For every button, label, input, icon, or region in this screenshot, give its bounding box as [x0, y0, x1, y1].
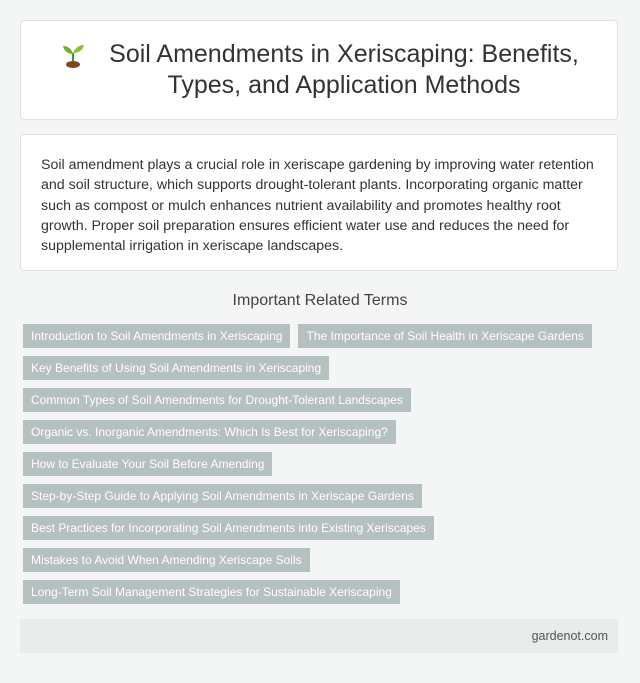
- related-term-tag[interactable]: Key Benefits of Using Soil Amendments in Xeriscaping: [23, 356, 329, 380]
- related-term-tag[interactable]: Best Practices for Incorporating Soil Amendments into Existing Xeriscapes: [23, 516, 434, 540]
- intro-card: [20, 134, 618, 271]
- footer-site-name: gardenot.com: [531, 629, 608, 643]
- title-wrap: [59, 39, 579, 101]
- related-term-tag[interactable]: Introduction to Soil Amendments in Xeriscaping: [23, 324, 290, 348]
- related-term-tag[interactable]: Organic vs. Inorganic Amendments: Which Is Best for Xeriscaping?: [23, 420, 396, 444]
- related-terms-heading: Important Related Terms: [232, 292, 408, 309]
- title-card: [20, 20, 618, 120]
- related-term-tag[interactable]: The Importance of Soil Health in Xeriscape Gardens: [298, 324, 591, 348]
- related-term-tag[interactable]: Long-Term Soil Management Strategies for Sustainable Xeriscaping: [23, 580, 400, 604]
- related-term-tag[interactable]: Step-by-Step Guide to Applying Soil Amendments in Xeriscape Gardens: [23, 484, 422, 508]
- related-term-tag[interactable]: Mistakes to Avoid When Amending Xeriscape Soils: [23, 548, 310, 572]
- related-term-tag[interactable]: How to Evaluate Your Soil Before Amending: [23, 452, 272, 476]
- page-title: Soil Amendments in Xeriscaping: Benefits, Types, and Application Methods: [109, 40, 579, 99]
- sprout-icon: [59, 41, 87, 69]
- related-terms-list: [23, 324, 617, 604]
- related-term-tag[interactable]: Common Types of Soil Amendments for Drought-Tolerant Landscapes: [23, 388, 411, 412]
- intro-paragraph: Soil amendment plays a crucial role in xeriscape gardening by improving water retention and soil structure, which supports drought-tolerant plants. Incorporating organic matter such as compost or mulch enhances nutrient availability and promotes healthy root growth. Proper soil preparation ensures efficient water use and reduces the need for supplemental irrigation in xeriscape landscapes.: [41, 157, 594, 255]
- footer: [20, 619, 618, 653]
